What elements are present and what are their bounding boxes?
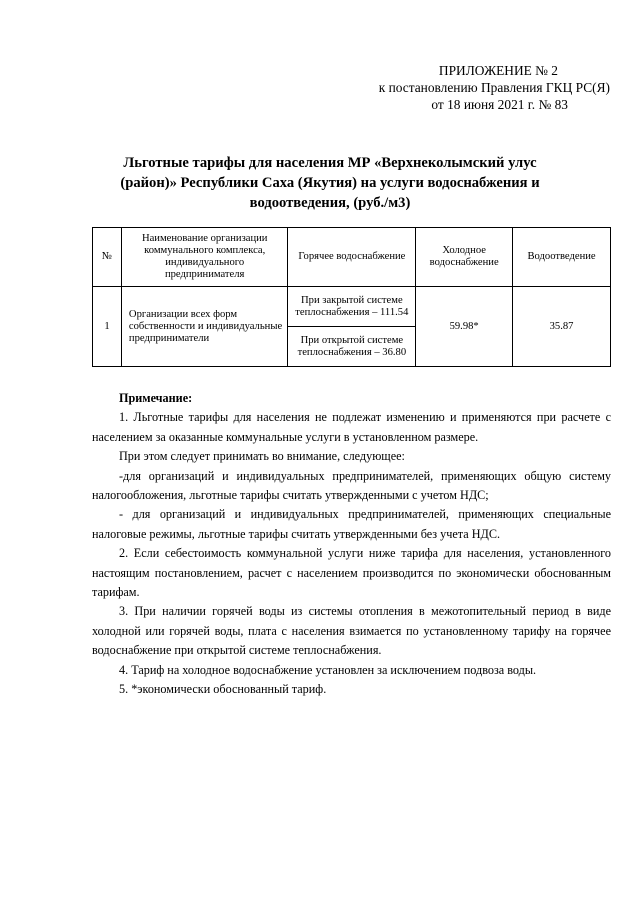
table-header-row <box>93 228 611 287</box>
header-org: Наименование организации коммунального комплекса, индивидуального предпринимателя <box>121 228 288 287</box>
row-hot-closed: При закрытой системе теплоснабжения – 111.54 <box>288 287 416 327</box>
appendix-header <box>379 62 610 113</box>
note-item: 2. Если себестоимость коммунальной услуги ниже тарифа для населения, установленного настоящим постановлением, расчет с населением производится по экономически обоснованным тарифам. <box>92 546 611 600</box>
note-item: 1. Льготные тарифы для населения не подлежат изменению и применяются при расчете с населением за оказанные коммунальные услуги в установленном размере. <box>92 410 611 444</box>
header-drainage: Водоотведение <box>513 228 611 287</box>
row-org: Организации всех форм собственности и индивидуальные предприниматели <box>121 287 288 367</box>
tariff-table <box>92 227 611 367</box>
note-item: 5. *экономически обоснованный тариф. <box>119 682 327 697</box>
header-cold-water: Холодное водоснабжение <box>416 228 513 287</box>
header-hot-water: Горячее водоснабжение <box>288 228 416 287</box>
appendix-number: ПРИЛОЖЕНИЕ № 2 <box>438 63 558 78</box>
row-cold-water: 59.98* <box>416 287 513 367</box>
appendix-date: от 18 июня 2021 г. № 83 <box>431 97 568 112</box>
row-num: 1 <box>93 287 122 367</box>
document-title <box>100 153 560 213</box>
note-item: При этом следует принимать во внимание, следующее: <box>119 449 405 464</box>
title-line: водоотведения, (руб./м3) <box>249 195 411 211</box>
note-item: - для организаций и индивидуальных предпринимателей, применяющих специальные налоговые режимы, льготные тарифы считать утвержденными без учета НДС. <box>92 507 611 541</box>
table-row <box>93 287 611 327</box>
header-num: № <box>93 228 122 287</box>
note-item: 3. При наличии горячей воды из системы отопления в межотопительный период в виде холодной или горячей воды, плата с населения взимается по установленному тарифу на горячее водоснабжение при открытой системе теплоснабжения. <box>92 604 611 658</box>
title-line: Льготные тарифы для населения МР «Верхнеколымский улус <box>123 155 537 171</box>
title-line: (район)» Республики Саха (Якутия) на услуги водоснабжения и <box>120 175 540 191</box>
row-drainage: 35.87 <box>513 287 611 367</box>
note-item: -для организаций и индивидуальных предпринимателей, применяющих общую систему налогообложения, льготные тарифы считать утвержденными с учетом НДС; <box>92 468 611 503</box>
notes-section <box>92 389 611 700</box>
notes-heading: Примечание: <box>119 391 193 405</box>
note-item: 4. Тариф на холодное водоснабжение установлен за исключением подвоза воды. <box>119 662 537 677</box>
appendix-resolution: к постановлению Правления ГКЦ РС(Я) <box>378 80 610 95</box>
row-hot-open: При открытой системе теплоснабжения – 36.80 <box>288 327 416 367</box>
